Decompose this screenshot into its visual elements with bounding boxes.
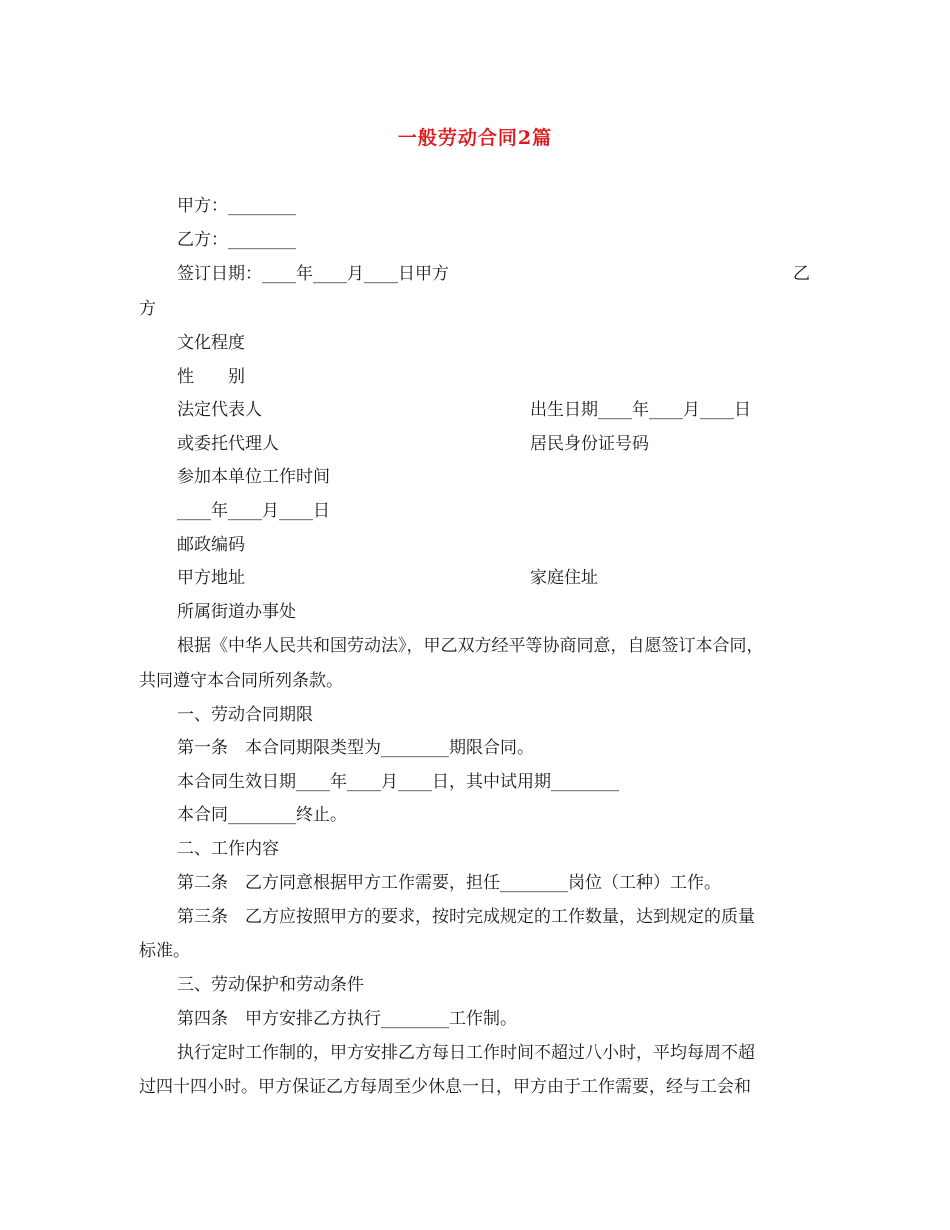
agent-label: 或委托代理人: [177, 434, 279, 454]
education-label: 文化程度: [177, 333, 245, 353]
party-a-address-label: 甲方地址: [177, 568, 245, 588]
working-hours-line-2: 过四十四小时。甲方保证乙方每周至少休息一日，甲方由于工作需要，经与工会和: [139, 1077, 751, 1097]
article-2: 第二条 乙方同意根据甲方工作需要，担任________岗位（工种）工作。: [177, 873, 721, 893]
effective-date-line: 本合同生效日期____年____月____日，其中试用期________: [177, 772, 619, 792]
sign-date-right-text: 乙: [793, 264, 810, 284]
join-time-label: 参加本单位工作时间: [177, 467, 330, 487]
id-number-label: 居民身份证号码: [530, 434, 649, 454]
party-a-line: 甲方：________: [177, 196, 296, 216]
postal-code-label: 邮政编码: [177, 535, 245, 555]
section-3-heading: 三、劳动保护和劳动条件: [177, 975, 364, 995]
section-2-heading: 二、工作内容: [177, 839, 279, 859]
article-1: 第一条 本合同期限类型为________期限合同。: [177, 738, 534, 758]
gender-label: 性 别: [177, 367, 245, 387]
article-3-line-2: 标准。: [139, 941, 190, 961]
article-4: 第四条 甲方安排乙方执行________工作制。: [177, 1009, 517, 1029]
birth-date-label: 出生日期____年____月____日: [530, 400, 751, 420]
section-1-heading: 一、劳动合同期限: [177, 705, 313, 725]
street-office-label: 所属街道办事处: [177, 602, 296, 622]
join-date-line: ____年____月____日: [177, 501, 330, 521]
document-title: 一般劳动合同2篇: [397, 127, 553, 149]
working-hours-line-1: 执行定时工作制的，甲方安排乙方每日工作时间不超过八小时，平均每周不超: [177, 1043, 755, 1063]
sign-date-continuation: 方: [139, 299, 156, 319]
sign-date-line: 签订日期：____年____月____日甲方: [177, 264, 449, 284]
party-b-line: 乙方：________: [177, 230, 296, 250]
basis-paragraph-line-1: 根据《中华人民共和国劳动法》，甲乙双方经平等协商同意，自愿签订本合同，: [177, 636, 764, 656]
basis-paragraph-line-2: 共同遵守本合同所列条款。: [139, 671, 343, 691]
termination-line: 本合同________终止。: [177, 805, 347, 825]
article-3-line-1: 第三条 乙方应按照甲方的要求，按时完成规定的工作数量，达到规定的质量: [177, 907, 755, 927]
legal-rep-label: 法定代表人: [177, 400, 262, 420]
home-address-label: 家庭住址: [530, 568, 598, 588]
